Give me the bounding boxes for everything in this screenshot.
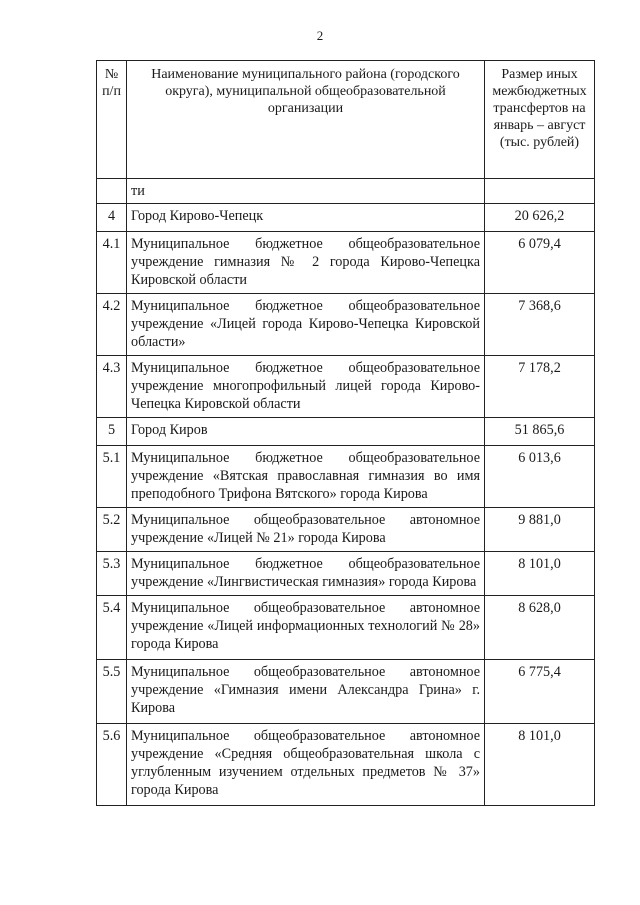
row-name: Муниципальное бюджетное общеобразовательное учреждение гимназия № 2 города Кирово-Чепецка Кировской области (127, 232, 485, 294)
row-number: 5.5 (97, 660, 127, 724)
table-row (97, 724, 595, 806)
row-name: Город Кирово-Чепецк (127, 204, 485, 232)
table-row (97, 508, 595, 552)
row-amount: 7 368,6 (485, 294, 595, 356)
row-name: Муниципальное бюджетное общеобразовательное учреждение «Вятская православная гимназия во имя преподобного Трифона Вятского» города Кирова (127, 446, 485, 508)
table-row (97, 232, 595, 294)
table-row (97, 418, 595, 446)
row-amount (485, 179, 595, 204)
row-name: Муниципальное бюджетное общеобразовательное учреждение «Лингвистическая гимназия» города Кирова (127, 552, 485, 596)
row-name: ти (127, 179, 485, 204)
table-row (97, 179, 595, 204)
header-amount: Размер иных межбюджетных трансфертов на январь – август (тыс. рублей) (485, 61, 595, 179)
row-amount: 7 178,2 (485, 356, 595, 418)
row-number: 5.6 (97, 724, 127, 806)
row-amount: 6 775,4 (485, 660, 595, 724)
table-row (97, 446, 595, 508)
row-name: Муниципальное бюджетное общеобразовательное учреждение «Лицей города Кирово-Чепецка Кировской области» (127, 294, 485, 356)
row-name: Муниципальное бюджетное общеобразовательное учреждение многопрофильный лицей города Кирово-Чепецка Кировской области (127, 356, 485, 418)
row-number: 5 (97, 418, 127, 446)
row-amount: 20 626,2 (485, 204, 595, 232)
header-number: № п/п (97, 61, 127, 179)
row-name: Муниципальное общеобразовательное автономное учреждение «Средняя общеобразовательная школа с углубленным изучением отдельных предметов № 37» города Кирова (127, 724, 485, 806)
row-name: Муниципальное общеобразовательное автономное учреждение «Гимназия имени Александра Грина» г. Кирова (127, 660, 485, 724)
table-row (97, 660, 595, 724)
row-amount: 9 881,0 (485, 508, 595, 552)
row-number: 4.2 (97, 294, 127, 356)
transfers-table (96, 60, 595, 806)
header-name: Наименование муниципального района (городского округа), муниципальной общеобразовательной организации (127, 61, 485, 179)
row-name: Муниципальное общеобразовательное автономное учреждение «Лицей № 21» города Кирова (127, 508, 485, 552)
row-name: Муниципальное общеобразовательное автономное учреждение «Лицей информационных технологий № 28» города Кирова (127, 596, 485, 660)
row-number: 5.2 (97, 508, 127, 552)
row-number: 4.1 (97, 232, 127, 294)
row-number (97, 179, 127, 204)
row-number: 4.3 (97, 356, 127, 418)
row-number: 4 (97, 204, 127, 232)
row-amount: 6 013,6 (485, 446, 595, 508)
row-number: 5.4 (97, 596, 127, 660)
row-amount: 8 628,0 (485, 596, 595, 660)
table-row (97, 596, 595, 660)
row-amount: 8 101,0 (485, 552, 595, 596)
row-amount: 8 101,0 (485, 724, 595, 806)
table-row (97, 204, 595, 232)
row-number: 5.1 (97, 446, 127, 508)
row-number: 5.3 (97, 552, 127, 596)
row-amount: 51 865,6 (485, 418, 595, 446)
table-header-row (97, 61, 595, 179)
table-row (97, 294, 595, 356)
page-number: 2 (316, 28, 324, 43)
table-row (97, 552, 595, 596)
row-amount: 6 079,4 (485, 232, 595, 294)
row-name: Город Киров (127, 418, 485, 446)
table-row (97, 356, 595, 418)
